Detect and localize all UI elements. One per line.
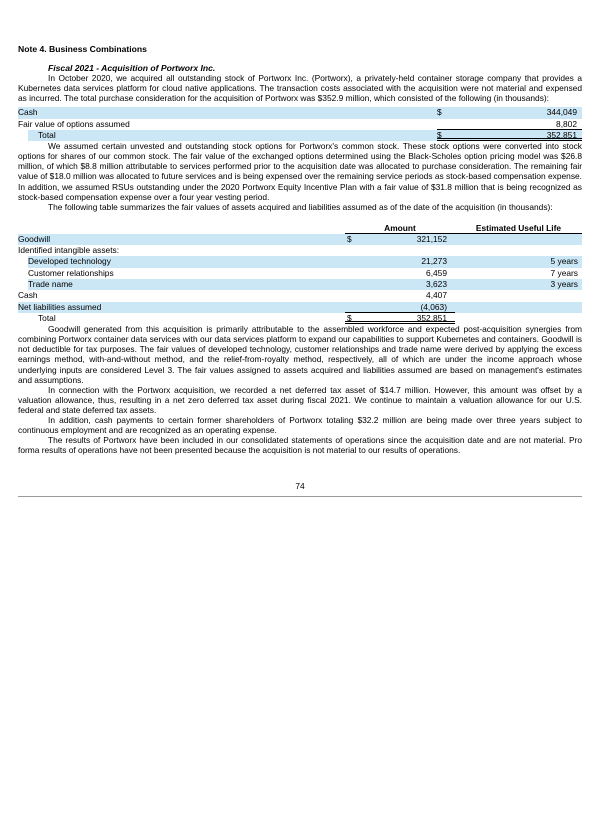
amount-cell (345, 256, 455, 267)
page-number: 74 (295, 481, 305, 492)
amount-cell (345, 234, 455, 245)
table-row (18, 256, 582, 267)
column-header-useful-life: Estimated Useful Life (475, 222, 562, 233)
note-heading: Note 4. Business Combinations (18, 44, 147, 54)
row-label: Cash (18, 107, 38, 118)
amount-value: (4,063) (420, 301, 447, 312)
amount-value: 21,273 (421, 256, 447, 267)
row-label: Trade name (28, 279, 73, 290)
row-label: Net liabilities assumed (18, 301, 102, 312)
paragraph-acquisition-overview: In October 2020, we acquired all outstanding stock of Portworx Inc. (Portworx), a privately-held container storage company that provides a Kubernetes data services platform for cloud native applications. The transaction costs associated with the acquisition were not material and expensed as incurred. The total purchase consideration for the acquisition of Portworx was $352.9 million, which consisted of the following (in thousands): (18, 73, 582, 104)
table-row (18, 268, 582, 279)
paragraph-results: The results of Portworx have been included in our consolidated statements of operations since the acquisition date and are not material. Pro forma results of operations have not been presented because the acquisition is not material to our results of operations. (18, 435, 582, 456)
amount-value: 3,623 (426, 279, 447, 290)
header-spacer (18, 223, 345, 234)
amount-cell (345, 245, 455, 256)
row-label: Identified intangible assets: (18, 245, 120, 256)
purchase-consideration-table (18, 107, 582, 141)
fair-values-table (18, 234, 582, 324)
table-row (18, 119, 582, 130)
paragraph-deferred-tax: In connection with the Portworx acquisition, we recorded a net deferred tax asset of $14.7 million. However, this amount was offset by a valuation allowance, thus, resulting in a net zero deferred tax asset during fiscal 2021. We continue to maintain a valuation allowance for our U.S. federal and state deferred tax assets. (18, 384, 582, 415)
row-label: Developed technology (28, 256, 111, 267)
table-row (18, 245, 582, 256)
amount-cell (345, 302, 455, 313)
paragraph-cash-payments: In addition, cash payments to certain former shareholders of Portworx totaling $32.2 million are being made over three years subject to continuous employment and are recognized as an operating expense. (18, 415, 582, 436)
row-label: Goodwill (18, 233, 51, 244)
table-row (18, 313, 582, 324)
amount-cell (345, 290, 455, 301)
paragraph-fair-values-intro: The following table summarizes the fair values of assets acquired and liabilities assumed as of the date of the acquisition (in thousands): (48, 201, 553, 212)
table-row (18, 290, 582, 301)
paragraph-goodwill: Goodwill generated from this acquisition is primarily attributable to the assembled workforce and expected post-acquisition synergies from combining Portworx container data services with our data services platform to expand our capabilities to support Kubernetes and containers. Goodwill is not deductible for tax purposes. The fair values of developed technology, customer relationships and trade name were derived by applying the excess earnings method, with-and-without method, and the relief-from-royalty method, respectively, all of which are under the income approach whose underlying inputs are considered Level 3. The fair values assigned to assets acquired and liabilities assumed are based on management's estimates and assumptions. (18, 324, 582, 385)
table-row (18, 279, 582, 290)
amount-cell (345, 268, 455, 279)
table-row (18, 130, 582, 141)
table-row (18, 302, 582, 313)
currency-symbol: $ (347, 312, 352, 323)
currency-symbol: $ (347, 233, 352, 244)
row-label: Total (38, 129, 56, 140)
row-label: Cash (18, 290, 38, 301)
amount-value: 4,407 (426, 290, 447, 301)
table-row (18, 234, 582, 245)
fair-values-table-header (18, 223, 582, 234)
useful-life-value: 7 years (550, 267, 578, 278)
row-label: Customer relationships (28, 267, 114, 278)
amount-cell (437, 119, 582, 130)
amount-cell (345, 313, 455, 324)
currency-symbol: $ (437, 129, 442, 140)
row-label: Fair value of options assumed (18, 118, 130, 129)
row-label: Total (38, 312, 56, 323)
acquisition-subheading: Fiscal 2021 - Acquisition of Portworx Inc. (48, 63, 216, 73)
amount-value: 8,802 (556, 118, 577, 129)
useful-life-value: 3 years (550, 279, 578, 290)
currency-symbol: $ (437, 107, 442, 118)
amount-cell (437, 130, 582, 141)
amount-value: 344,049 (546, 107, 577, 118)
paragraph-stock-options: We assumed certain unvested and outstanding stock options for Portworx's common stock. These stock options were converted into stock options for shares of our common stock. The fair value of the exchanged options determined using the Black-Scholes option pricing model was $26.8 million, of which $8.8 million attributable to services performed prior to the acquisition date was allocated to purchase consideration. The remaining fair value of $18.0 million was allocated to future services and is being expensed over the remaining service periods as stock-based compensation expense. In addition, we assumed RSUs outstanding under the 2020 Portworx Equity Incentive Plan with a fair value of $31.8 million that is being recognized as stock-based compensation expense over a four year vesting period. (18, 141, 582, 202)
footer-divider (18, 496, 582, 497)
table-row (18, 107, 582, 118)
amount-cell (437, 107, 582, 118)
header-columns (345, 223, 582, 234)
document-page (0, 44, 600, 497)
amount-cell (345, 279, 455, 290)
useful-life-value: 5 years (550, 256, 578, 267)
amount-value: 352,851 (416, 312, 447, 323)
amount-value: 321,152 (416, 233, 447, 244)
amount-value: 352,851 (546, 129, 577, 140)
column-header-amount: Amount (384, 222, 416, 233)
amount-value: 6,459 (426, 267, 447, 278)
